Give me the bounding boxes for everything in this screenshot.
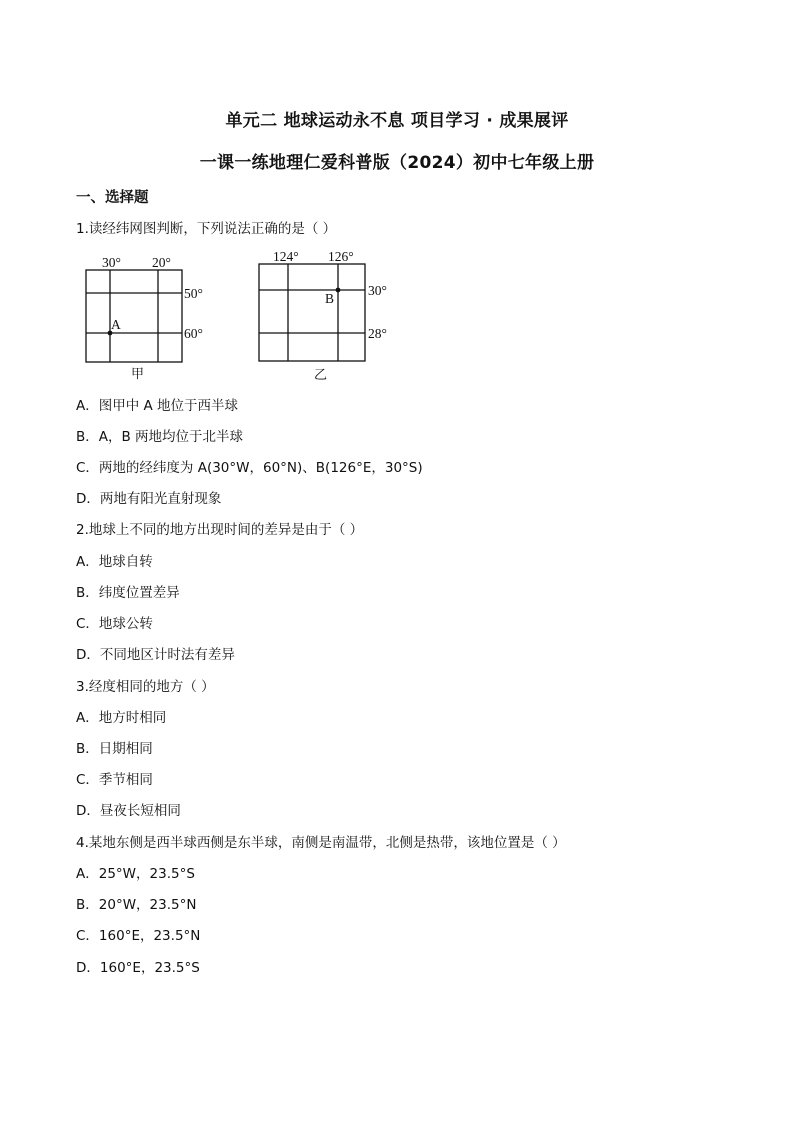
question-1-option-d: D．两地有阳光直射现象 — [76, 491, 222, 507]
question-3-stem: 3.经度相同的地方（ ） — [76, 679, 215, 695]
question-2-option-a: A．地球自转 — [76, 554, 153, 570]
question-4-option-a: A．25°W，23.5°S — [76, 866, 195, 882]
jia-longitude-right-label: 20° — [152, 255, 171, 270]
yi-latitude-lower-label: 28° — [368, 326, 387, 341]
question-4-option-b: B．20°W，23.5°N — [76, 897, 197, 913]
question-1-stem: 1.读经纬网图判断，下列说法正确的是（ ） — [76, 221, 337, 237]
page-title: 单元二 地球运动永不息 项目学习 · 成果展评 — [225, 111, 569, 131]
graticule-figure-yi — [250, 246, 410, 384]
question-4-option-c: C．160°E，23.5°N — [76, 928, 201, 944]
yi-longitude-right-label: 126° — [328, 249, 354, 264]
point-b-marker — [336, 288, 341, 293]
jia-latitude-lower-label: 60° — [184, 326, 203, 341]
yi-caption: 乙 — [314, 368, 328, 383]
question-2-option-b: B．纬度位置差异 — [76, 585, 180, 601]
question-2-option-c: C．地球公转 — [76, 616, 153, 632]
question-2-stem: 2.地球上不同的地方出现时间的差异是由于（ ） — [76, 522, 364, 538]
jia-longitude-left-label: 30° — [102, 255, 121, 270]
question-3-option-b: B．日期相同 — [76, 741, 153, 757]
question-1-option-b: B．A，B 两地均位于北半球 — [76, 429, 244, 445]
yi-latitude-upper-label: 30° — [368, 283, 387, 298]
question-3-option-c: C．季节相同 — [76, 772, 153, 788]
question-1-option-c: C．两地的经纬度为 A(30°W，60°N)、B(126°E，30°S) — [76, 460, 423, 476]
question-2-option-d: D．不同地区计时法有差异 — [76, 647, 235, 663]
jia-caption: 甲 — [131, 367, 145, 382]
point-b-label: B — [325, 291, 335, 306]
point-a-label: A — [111, 317, 121, 332]
question-4-option-d: D．160°E，23.5°S — [76, 960, 200, 976]
jia-latitude-upper-label: 50° — [184, 286, 203, 301]
section-heading: 一、选择题 — [76, 190, 149, 206]
question-4-stem: 4.某地东侧是西半球西侧是东半球，南侧是南温带，北侧是热带，该地位置是（ ） — [76, 835, 566, 851]
page-subtitle: 一课一练地理仁爱科普版（2024）初中七年级上册 — [199, 153, 595, 173]
yi-longitude-left-label: 124° — [273, 249, 299, 264]
question-1-option-a: A．图甲中 A 地位于西半球 — [76, 398, 239, 414]
question-3-option-d: D．昼夜长短相同 — [76, 803, 181, 819]
question-3-option-a: A．地方时相同 — [76, 710, 167, 726]
graticule-figure-jia — [76, 250, 226, 384]
